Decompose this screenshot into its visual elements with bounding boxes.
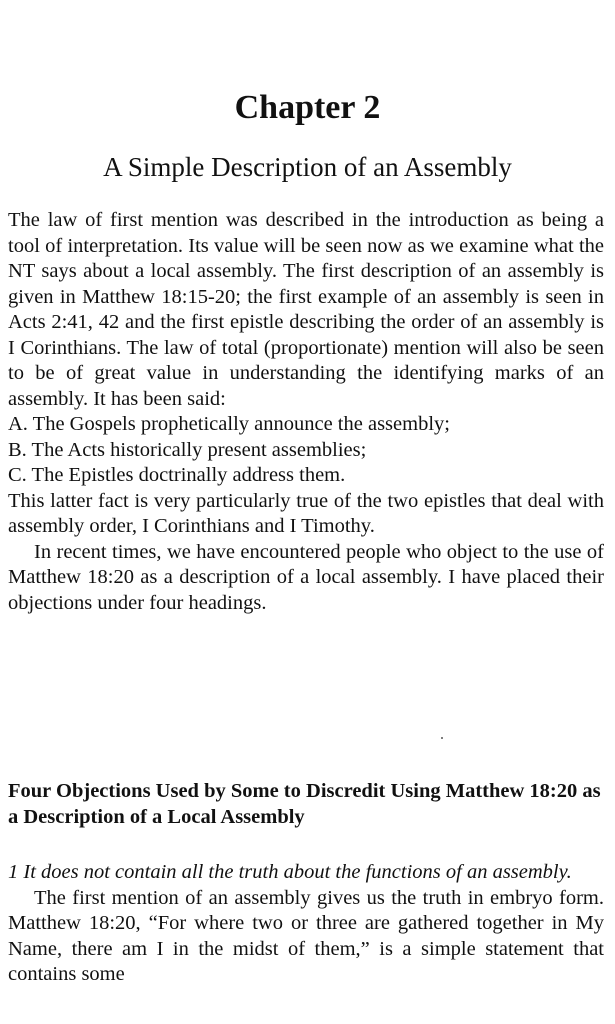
- section-heading: Four Objections Used by Some to Discredit Using Matthew 18:20 as a Description of a Local Assembly: [8, 780, 601, 828]
- intro-paragraph-3: In recent times, we have encountered people who object to the use of Matthew 18:20 as a description of a local assembly. I have placed their objections under four headings.: [8, 540, 604, 614]
- list-item-a: A. The Gospels prophetically announce the assembly;: [8, 413, 450, 435]
- objection-1-title: 1 It does not contain all the truth about the functions of an assembly.: [8, 861, 572, 883]
- intro-section: [8, 208, 604, 616]
- list-item-c: C. The Epistles doctrinally address them.: [8, 464, 346, 486]
- intro-paragraph-2: This latter fact is very particularly true of the two epistles that deal with assembly order, I Corinthians and I Timothy.: [8, 489, 604, 537]
- print-speck: [441, 737, 443, 739]
- chapter-subtitle: A Simple Description of an Assembly: [103, 152, 512, 182]
- objection-1-text: The first mention of an assembly gives us the truth in embryo form. Matthew 18:20, “For where two or three are gathered together in My Name, there am I in the midst of them,” is a simple statement that contains some: [8, 886, 604, 985]
- list-item-b: B. The Acts historically present assemblies;: [8, 438, 367, 461]
- objection-1-section: [8, 860, 604, 988]
- intro-paragraph-1: The law of first mention was described in the introduction as being a tool of interpretation. Its value will be seen now as we examine what the NT says about a local assembly. The first description of an assembly is given in Matthew 18:15-20; the first example of an assembly is seen in Acts 2:41, 42 and the first epistle describing the order of an assembly is I Corinthians. The law of total (proportionate) mention will also be seen to be of great value in understanding the identifying marks of an assembly. It has been said:: [8, 209, 604, 410]
- chapter-title: Chapter 2: [234, 89, 381, 126]
